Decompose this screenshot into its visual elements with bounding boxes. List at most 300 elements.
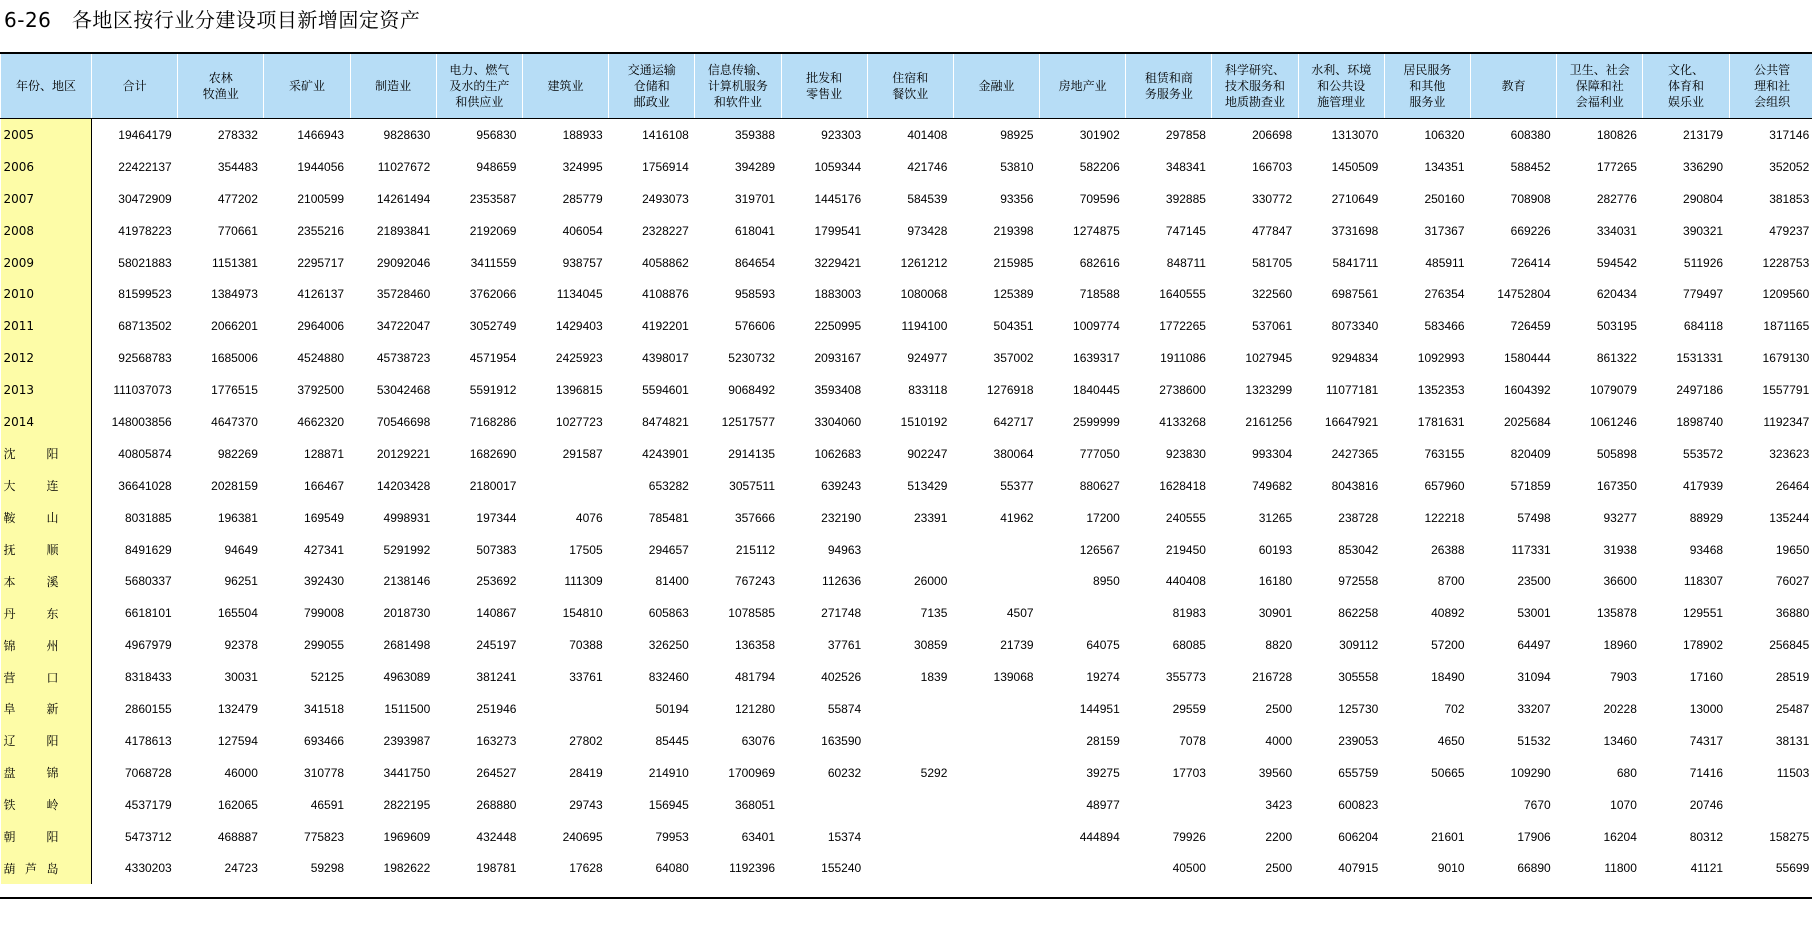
table-cell: 40805874 — [118, 446, 172, 461]
table-cell: 3052749 — [469, 319, 517, 334]
table-cell: 1009774 — [1073, 319, 1120, 334]
table-cell — [1384, 789, 1470, 821]
table-cell: 581705 — [1252, 255, 1293, 270]
table-cell: 1092993 — [1417, 351, 1465, 366]
table-cell: 594542 — [1596, 255, 1637, 270]
table-cell: 406054 — [562, 223, 603, 238]
city-name: 本 溪 — [3, 574, 59, 589]
table-cell: 50665 — [1431, 765, 1465, 780]
table-cell: 18490 — [1431, 670, 1465, 685]
table-cell: 79953 — [655, 829, 689, 844]
table-cell: 31265 — [1258, 510, 1293, 525]
table-cell: 139068 — [993, 670, 1034, 685]
table-cell: 198781 — [476, 861, 517, 876]
table-cell: 3762066 — [469, 287, 517, 302]
table-cell: 85445 — [655, 733, 689, 748]
table-cell: 8043816 — [1331, 478, 1379, 493]
row-label — [1, 597, 92, 629]
table-cell: 155240 — [821, 861, 862, 876]
table-cell: 1078585 — [728, 606, 775, 621]
table-cell: 166703 — [1252, 159, 1293, 174]
table-cell: 239053 — [1338, 733, 1379, 748]
table-cell: 923830 — [1165, 446, 1206, 461]
table-cell: 256845 — [1769, 638, 1810, 653]
table-cell: 354483 — [217, 159, 258, 174]
table-cell: 1192396 — [729, 861, 775, 876]
table-row — [1, 310, 1812, 342]
table-cell: 1080068 — [900, 287, 948, 302]
table-cell: 9010 — [1437, 861, 1465, 876]
table-cell: 1685006 — [211, 351, 258, 366]
table-cell: 503195 — [1596, 319, 1637, 334]
table-cell: 2328227 — [642, 223, 689, 238]
table-cell: 680 — [1616, 765, 1637, 780]
table-cell: 1027945 — [1245, 351, 1293, 366]
table-cell: 348341 — [1165, 159, 1206, 174]
table-cell: 1944056 — [297, 159, 345, 174]
table-cell: 20746 — [1689, 797, 1724, 812]
city-name: 沈 阳 — [3, 447, 59, 462]
table-cell: 60232 — [827, 765, 862, 780]
table-cell: 125730 — [1338, 701, 1379, 716]
table-cell: 902247 — [907, 446, 948, 461]
table-cell — [953, 821, 1039, 853]
table-cell: 162065 — [217, 797, 258, 812]
table-cell: 1772265 — [1159, 319, 1206, 334]
table-cell: 40500 — [1172, 861, 1206, 876]
table-cell: 323623 — [1769, 446, 1810, 461]
table-cell — [953, 565, 1039, 597]
table-cell: 23391 — [914, 510, 948, 525]
table-cell: 215112 — [735, 542, 775, 557]
table-cell — [953, 757, 1039, 789]
table-cell: 64075 — [1086, 638, 1120, 653]
table-cell: 1209560 — [1762, 287, 1810, 302]
table-cell: 70546698 — [376, 414, 431, 429]
table-cell: 299055 — [304, 638, 345, 653]
table-cell: 46591 — [310, 797, 345, 812]
table-cell: 140867 — [476, 606, 517, 621]
table-cell: 3731698 — [1331, 223, 1379, 238]
table-cell: 1640555 — [1159, 287, 1206, 302]
table-cell: 718588 — [1079, 287, 1120, 302]
table-cell: 2161256 — [1245, 414, 1293, 429]
table-cell: 35728460 — [376, 287, 431, 302]
table-body — [1, 119, 1812, 885]
table-cell: 63401 — [741, 829, 775, 844]
table-cell: 504351 — [993, 319, 1034, 334]
table-cell: 401408 — [907, 127, 948, 142]
table-cell: 477202 — [217, 191, 258, 206]
table-cell: 938757 — [562, 255, 603, 270]
table-cell: 1194100 — [901, 319, 948, 334]
table-cell: 5292 — [920, 765, 948, 780]
table-cell: 2822195 — [383, 797, 431, 812]
row-label: 2010 — [1, 278, 92, 310]
column-header: 卫生、社会 保障和社 会福利业 — [1557, 54, 1643, 119]
table-cell: 79926 — [1172, 829, 1206, 844]
table-cell: 68085 — [1172, 638, 1206, 653]
table-cell: 537061 — [1252, 319, 1293, 334]
table-cell: 1871165 — [1763, 319, 1810, 334]
table-cell: 2500 — [1265, 701, 1293, 716]
table-cell: 268880 — [476, 797, 517, 812]
table-cell: 21601 — [1431, 829, 1465, 844]
table-cell: 820409 — [1510, 446, 1551, 461]
table-cell: 5841711 — [1332, 255, 1379, 270]
table-cell: 132479 — [217, 701, 258, 716]
table-cell: 11027672 — [377, 159, 431, 174]
table-cell: 468887 — [217, 829, 258, 844]
table-cell: 118307 — [1683, 574, 1724, 589]
table-cell: 1511500 — [384, 701, 431, 716]
table-row — [1, 693, 1812, 725]
table-cell: 41978223 — [118, 223, 172, 238]
table-cell: 8474821 — [642, 414, 689, 429]
table-row — [1, 278, 1812, 310]
table-cell: 600823 — [1338, 797, 1379, 812]
table-cell: 17703 — [1172, 765, 1206, 780]
table-cell: 606204 — [1338, 829, 1379, 844]
row-label — [1, 438, 92, 470]
table-cell: 571859 — [1510, 478, 1551, 493]
table-cell: 285779 — [562, 191, 603, 206]
table-cell: 290804 — [1683, 191, 1724, 206]
table-cell — [953, 725, 1039, 757]
table-cell — [953, 852, 1039, 884]
table-cell: 4398017 — [642, 351, 689, 366]
table-cell: 4108876 — [642, 287, 689, 302]
column-header: 批发和 零售业 — [781, 54, 867, 119]
table-cell: 166467 — [304, 478, 345, 493]
table-cell: 1416108 — [642, 127, 689, 142]
table-cell: 485911 — [1425, 255, 1465, 270]
table-cell: 28419 — [569, 765, 603, 780]
table-cell: 777050 — [1079, 446, 1120, 461]
table-cell: 253692 — [476, 574, 517, 589]
table-row — [1, 374, 1812, 406]
table-cell: 92378 — [224, 638, 258, 653]
table-cell: 122218 — [1424, 510, 1465, 525]
table-cell: 958593 — [734, 287, 775, 302]
table-cell: 196381 — [217, 510, 258, 525]
table-cell: 583466 — [1424, 319, 1465, 334]
table-cell: 5291992 — [383, 542, 431, 557]
row-label — [1, 629, 92, 661]
table-cell: 481794 — [734, 670, 775, 685]
table-cell: 17906 — [1517, 829, 1551, 844]
table-cell: 57498 — [1517, 510, 1551, 525]
table-cell: 2681498 — [383, 638, 431, 653]
table-cell: 4537179 — [124, 797, 172, 812]
table-cell: 111037073 — [113, 383, 172, 398]
table-cell: 28519 — [1775, 670, 1810, 685]
table-cell: 357002 — [993, 351, 1034, 366]
table-cell: 4133268 — [1159, 414, 1206, 429]
table-cell: 26000 — [914, 574, 948, 589]
table-cell: 1070 — [1610, 797, 1637, 812]
table-cell: 309112 — [1339, 638, 1379, 653]
table-cell: 276354 — [1424, 287, 1465, 302]
table-cell: 11503 — [1776, 765, 1810, 780]
table-cell: 30901 — [1258, 606, 1293, 621]
table-cell: 197344 — [476, 510, 517, 525]
table-cell: 770661 — [217, 223, 258, 238]
table-cell: 23500 — [1517, 574, 1551, 589]
table-cell: 94963 — [827, 542, 862, 557]
table-cell: 180826 — [1596, 127, 1637, 142]
table-cell: 158275 — [1769, 829, 1810, 844]
table-cell: 19274 — [1086, 670, 1120, 685]
table-row — [1, 757, 1812, 789]
table-cell: 576606 — [734, 319, 775, 334]
table-cell: 264527 — [476, 765, 517, 780]
table-cell: 924977 — [907, 351, 948, 366]
table-cell: 2497186 — [1676, 383, 1724, 398]
table-cell: 1604392 — [1503, 383, 1551, 398]
table-cell: 390321 — [1683, 223, 1724, 238]
table-cell: 6618101 — [124, 606, 172, 621]
table-row — [1, 470, 1812, 502]
table-cell: 1062683 — [814, 446, 862, 461]
column-header: 金融业 — [953, 54, 1039, 119]
table-cell: 1396815 — [555, 383, 603, 398]
table-cell: 4330203 — [124, 861, 172, 876]
table-cell: 861322 — [1596, 351, 1637, 366]
table-cell: 1969609 — [383, 829, 431, 844]
table-cell: 5591912 — [469, 383, 517, 398]
table-cell: 584539 — [907, 191, 948, 206]
table-cell: 355773 — [1165, 670, 1206, 685]
table-cell: 19650 — [1775, 542, 1810, 557]
city-name: 大 连 — [3, 479, 59, 494]
table-cell: 1982622 — [383, 861, 431, 876]
table-row — [1, 215, 1812, 247]
table-cell: 1079079 — [1590, 383, 1637, 398]
table-cell: 1384973 — [211, 287, 258, 302]
table-cell: 2028159 — [211, 478, 258, 493]
table-cell: 2353587 — [469, 191, 517, 206]
table-cell: 18960 — [1603, 638, 1637, 653]
table-cell: 39560 — [1258, 765, 1293, 780]
table-cell: 240695 — [562, 829, 603, 844]
column-header: 制造业 — [350, 54, 436, 119]
table-cell: 178902 — [1683, 638, 1724, 653]
table-cell: 2250995 — [814, 319, 862, 334]
table-cell: 17628 — [569, 861, 603, 876]
table-cell: 639243 — [821, 478, 862, 493]
table-cell: 7135 — [920, 606, 948, 621]
table-cell: 1756914 — [642, 159, 689, 174]
table-cell: 3423 — [1265, 797, 1293, 812]
table-cell: 29092046 — [376, 255, 431, 270]
column-header: 公共管 理和社 会组织 — [1729, 54, 1812, 119]
table-cell: 341518 — [304, 701, 345, 716]
table-cell: 126567 — [1079, 542, 1120, 557]
table-cell: 135878 — [1596, 606, 1637, 621]
table-cell: 34722047 — [376, 319, 431, 334]
header-cell-region: 年份、地区 — [1, 54, 92, 119]
table-cell: 2138146 — [383, 574, 431, 589]
table-cell: 96251 — [224, 574, 258, 589]
table-cell: 5473712 — [124, 829, 172, 844]
table-cell: 26388 — [1431, 542, 1465, 557]
column-header: 合计 — [92, 54, 178, 119]
column-header: 电力、燃气 及水的生产 和供应业 — [436, 54, 522, 119]
table-cell: 923303 — [821, 127, 862, 142]
table-cell: 9294834 — [1331, 351, 1379, 366]
table-row — [1, 789, 1812, 821]
row-label: 2012 — [1, 342, 92, 374]
table-cell: 8031885 — [124, 510, 172, 525]
table-cell: 294657 — [648, 542, 689, 557]
table-cell: 1466943 — [297, 127, 345, 142]
table-cell: 4647370 — [211, 414, 258, 429]
table-cell: 1679130 — [1762, 351, 1810, 366]
table-cell: 29743 — [569, 797, 603, 812]
row-label — [1, 789, 92, 821]
table-cell: 775823 — [304, 829, 345, 844]
table-cell — [522, 470, 608, 502]
table-cell: 31094 — [1517, 670, 1551, 685]
table-cell: 2493073 — [642, 191, 689, 206]
table-cell: 669226 — [1510, 223, 1551, 238]
table-cell: 148003856 — [111, 414, 172, 429]
table-cell: 16204 — [1603, 829, 1637, 844]
table-cell: 27802 — [569, 733, 603, 748]
table-cell: 1450509 — [1331, 159, 1379, 174]
table-cell: 440408 — [1165, 574, 1206, 589]
table-cell: 7670 — [1523, 797, 1551, 812]
table-cell: 206698 — [1252, 127, 1293, 142]
table-cell: 36641028 — [118, 478, 172, 493]
table-cell: 51532 — [1517, 733, 1551, 748]
table-cell: 55699 — [1775, 861, 1810, 876]
table-cell: 2180017 — [469, 478, 517, 493]
city-name: 抚 顺 — [3, 543, 59, 558]
table-cell: 381853 — [1769, 191, 1810, 206]
table-cell: 106320 — [1424, 127, 1465, 142]
table-cell: 7903 — [1610, 670, 1637, 685]
table-cell: 13000 — [1689, 701, 1724, 716]
city-name: 铁 岭 — [3, 798, 59, 813]
city-name: 锦 州 — [3, 638, 59, 653]
table-cell: 163273 — [476, 733, 517, 748]
table-cell: 30031 — [224, 670, 258, 685]
row-label: 2011 — [1, 310, 92, 342]
table-cell: 45738723 — [376, 351, 431, 366]
column-header: 教育 — [1471, 54, 1557, 119]
table-cell: 66890 — [1517, 861, 1551, 876]
table-cell: 2710649 — [1331, 191, 1379, 206]
table-cell: 657960 — [1424, 478, 1465, 493]
table-cell: 232190 — [821, 510, 862, 525]
table-cell: 278332 — [217, 127, 258, 142]
row-label — [1, 725, 92, 757]
table-cell: 80312 — [1689, 829, 1724, 844]
table-cell: 13460 — [1603, 733, 1637, 748]
table-cell: 3792500 — [297, 383, 345, 398]
table-cell: 24723 — [224, 861, 258, 876]
table-cell: 30472909 — [118, 191, 172, 206]
table-cell: 693466 — [304, 733, 345, 748]
table-cell: 2425923 — [555, 351, 603, 366]
table-cell: 22422137 — [118, 159, 172, 174]
table-cell: 2427365 — [1331, 446, 1379, 461]
table-cell: 55377 — [1000, 478, 1034, 493]
table-cell: 17160 — [1689, 670, 1724, 685]
table-cell: 708908 — [1510, 191, 1551, 206]
row-label — [1, 661, 92, 693]
table-row — [1, 438, 1812, 470]
table-cell: 330772 — [1252, 191, 1293, 206]
table-cell: 1639317 — [1073, 351, 1120, 366]
table-cell: 799008 — [304, 606, 345, 621]
table-cell: 1781631 — [1417, 414, 1465, 429]
table-cell: 31938 — [1603, 542, 1637, 557]
table-cell: 2192069 — [469, 223, 517, 238]
table-cell: 582206 — [1079, 159, 1120, 174]
table-cell: 767243 — [734, 574, 775, 589]
table-cell: 94649 — [224, 542, 258, 557]
table-cell: 33207 — [1517, 701, 1551, 716]
table-cell: 125389 — [993, 287, 1034, 302]
table-cell: 1059344 — [814, 159, 862, 174]
table-cell: 2018730 — [383, 606, 431, 621]
table-cell: 948659 — [476, 159, 517, 174]
table-cell: 129551 — [1683, 606, 1724, 621]
table-cell: 5594601 — [642, 383, 689, 398]
city-name: 丹 东 — [3, 606, 59, 621]
table-cell: 588452 — [1510, 159, 1551, 174]
row-label — [1, 693, 92, 725]
table-cell — [867, 693, 953, 725]
table-cell: 319701 — [734, 191, 775, 206]
table-cell: 53001 — [1517, 606, 1551, 621]
table-cell: 8318433 — [124, 670, 172, 685]
table-cell: 291587 — [562, 446, 603, 461]
table-cell: 81983 — [1172, 606, 1206, 621]
table-cell: 154810 — [562, 606, 603, 621]
table-cell: 3057511 — [729, 478, 775, 493]
table-cell: 53810 — [1000, 159, 1034, 174]
table-cell: 177265 — [1596, 159, 1637, 174]
table-cell: 29559 — [1172, 701, 1206, 716]
table-cell: 165504 — [217, 606, 258, 621]
table-cell: 36880 — [1775, 606, 1810, 621]
table-cell: 3441750 — [383, 765, 431, 780]
table-cell — [867, 821, 953, 853]
column-header: 房地产业 — [1040, 54, 1126, 119]
table-cell: 511926 — [1683, 255, 1724, 270]
table-cell: 421746 — [907, 159, 948, 174]
table-cell: 28159 — [1086, 733, 1120, 748]
table-row — [1, 151, 1812, 183]
table-cell: 37761 — [827, 638, 862, 653]
table-cell: 11077181 — [1325, 383, 1379, 398]
table-cell: 92568783 — [118, 351, 172, 366]
table-cell: 71416 — [1689, 765, 1724, 780]
table-cell: 59298 — [310, 861, 345, 876]
row-label — [1, 821, 92, 853]
table-cell: 1682690 — [469, 446, 517, 461]
table-cell: 38131 — [1775, 733, 1810, 748]
data-table — [0, 54, 1812, 884]
column-header: 科学研究、 技术服务和 地质勘查业 — [1212, 54, 1298, 119]
table-cell: 336290 — [1683, 159, 1724, 174]
table-cell: 4507 — [1006, 606, 1034, 621]
table-cell: 70388 — [569, 638, 603, 653]
